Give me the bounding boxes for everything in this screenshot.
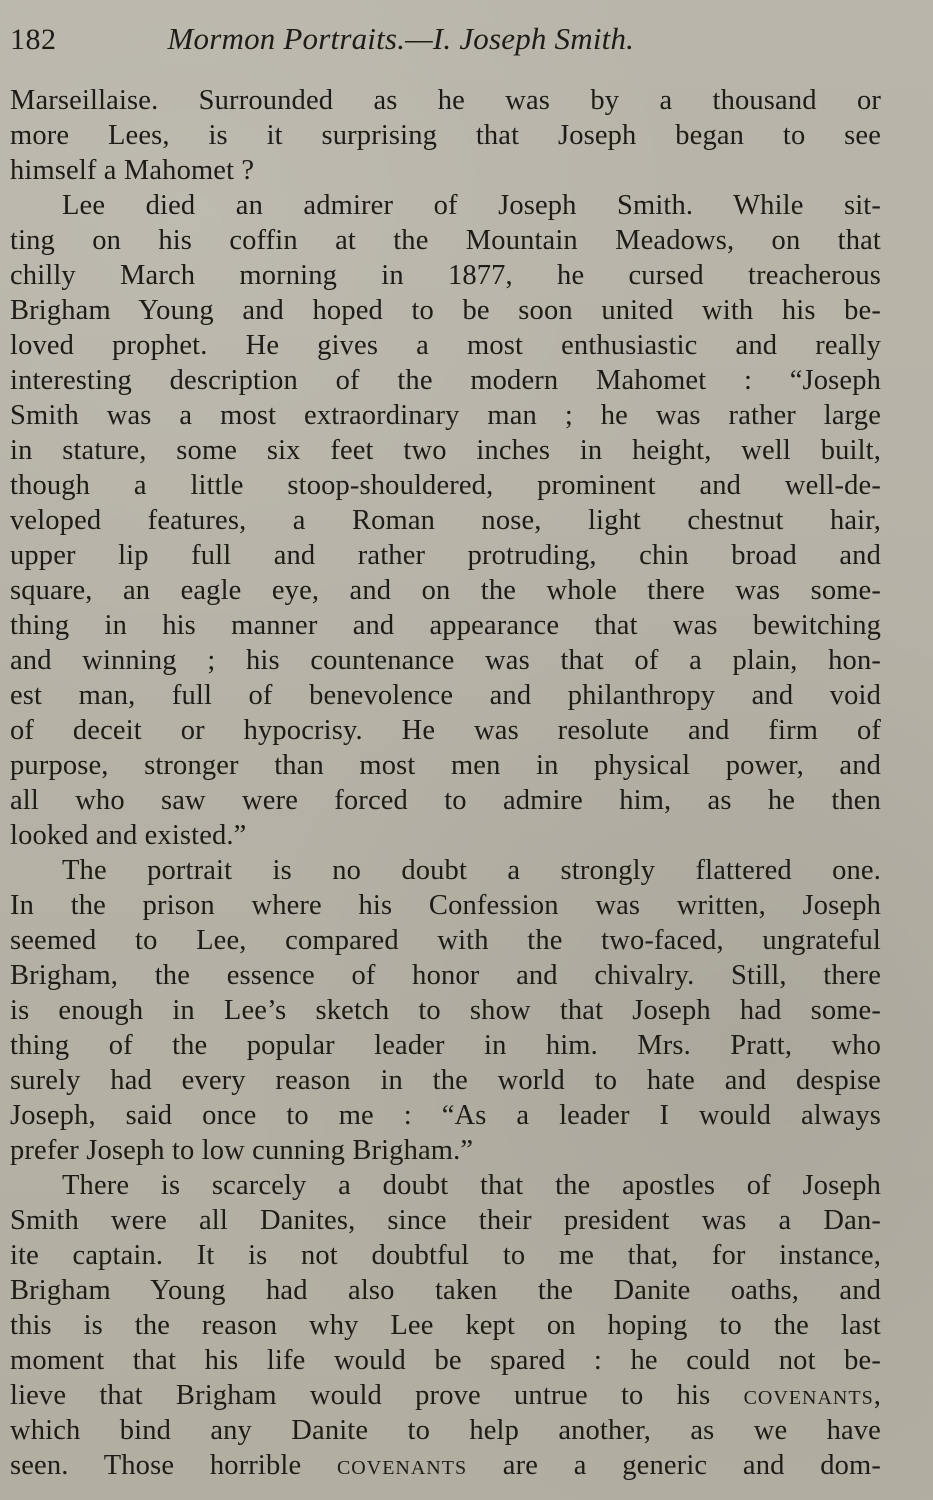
text-line: though a little stoop-shouldered, prominent and well-de-	[10, 470, 881, 501]
text-line: more Lees, is it surprising that Joseph began to see	[10, 120, 881, 151]
text-line: Brigham Young and hoped to be soon united with his be-	[10, 295, 881, 326]
text-line: There is scarcely a doubt that the apostles of Joseph	[62, 1170, 881, 1201]
text-line: Marseillaise. Surrounded as he was by a thousand or	[10, 85, 881, 116]
running-head	[10, 18, 881, 60]
text-line: looked and existed.”	[10, 820, 247, 851]
text-line: Brigham Young had also taken the Danite oaths, and	[10, 1275, 881, 1306]
text-line: ting on his coffin at the Mountain Meadows, on that	[10, 225, 881, 256]
text-line: prefer Joseph to low cunning Brigham.”	[10, 1135, 474, 1166]
text-line: and winning ; his countenance was that of a plain, hon-	[10, 645, 881, 676]
text-line: upper lip full and rather protruding, chin broad and	[10, 540, 881, 571]
text-line: seemed to Lee, compared with the two-faced, ungrateful	[10, 925, 881, 956]
page-number: 182	[10, 23, 57, 56]
text-line: himself a Mahomet ?	[10, 155, 255, 186]
text-fragment: seen. Those horrible	[10, 1450, 337, 1481]
small-caps-word: covenants	[336, 1450, 468, 1481]
text-line: thing of the popular leader in him. Mrs. Pratt, who	[10, 1030, 881, 1061]
text-line	[10, 1378, 881, 1413]
text-line: which bind any Danite to help another, as we have	[10, 1415, 881, 1446]
text-fragment: lieve that Brigham would prove untrue to his	[10, 1380, 744, 1411]
text-line: thing in his manner and appearance that was bewitching	[10, 610, 881, 641]
text-line: In the prison where his Confession was written, Joseph	[10, 890, 881, 921]
text-line: Smith was a most extraordinary man ; he was rather large	[10, 400, 881, 431]
text-line: est man, full of benevolence and philanthropy and void	[10, 680, 881, 711]
text-line: Brigham, the essence of honor and chivalry. Still, there	[10, 960, 881, 991]
text-line: this is the reason why Lee kept on hoping to the last	[10, 1310, 881, 1341]
text-line: interesting description of the modern Mahomet : “Joseph	[10, 365, 881, 396]
text-line: square, an eagle eye, and on the whole there was some-	[10, 575, 881, 606]
small-caps-word: covenants	[743, 1380, 874, 1411]
text-line: chilly March morning in 1877, he cursed treacherous	[10, 260, 881, 291]
text-line: loved prophet. He gives a most enthusiastic and really	[10, 330, 881, 361]
text-line: The portrait is no doubt a strongly flattered one.	[62, 855, 881, 886]
text-fragment: ,	[873, 1380, 881, 1411]
text-line: Joseph, said once to me : “As a leader I would always	[10, 1100, 881, 1131]
text-line: purpose, stronger than most men in physical power, and	[10, 750, 881, 781]
text-line: veloped features, a Roman nose, light chestnut hair,	[10, 505, 881, 536]
text-line: in stature, some six feet two inches in height, well built,	[10, 435, 881, 466]
text-fragment: are a generic and dom-	[467, 1450, 881, 1481]
text-line: Lee died an admirer of Joseph Smith. While sit-	[62, 190, 881, 221]
text-line: surely had every reason in the world to hate and despise	[10, 1065, 881, 1096]
page-body	[10, 83, 881, 1483]
running-title: Mormon Portraits.—I. Joseph Smith.	[167, 21, 635, 56]
text-line: Smith were all Danites, since their president was a Dan-	[10, 1205, 881, 1236]
text-line: ite captain. It is not doubtful to me that, for instance,	[10, 1240, 881, 1271]
text-line: all who saw were forced to admire him, as he then	[10, 785, 881, 816]
text-line: of deceit or hypocrisy. He was resolute and firm of	[10, 715, 881, 746]
text-line: is enough in Lee’s sketch to show that Joseph had some-	[10, 995, 881, 1026]
text-line	[10, 1448, 881, 1483]
text-line: moment that his life would be spared : he could not be-	[10, 1345, 881, 1376]
